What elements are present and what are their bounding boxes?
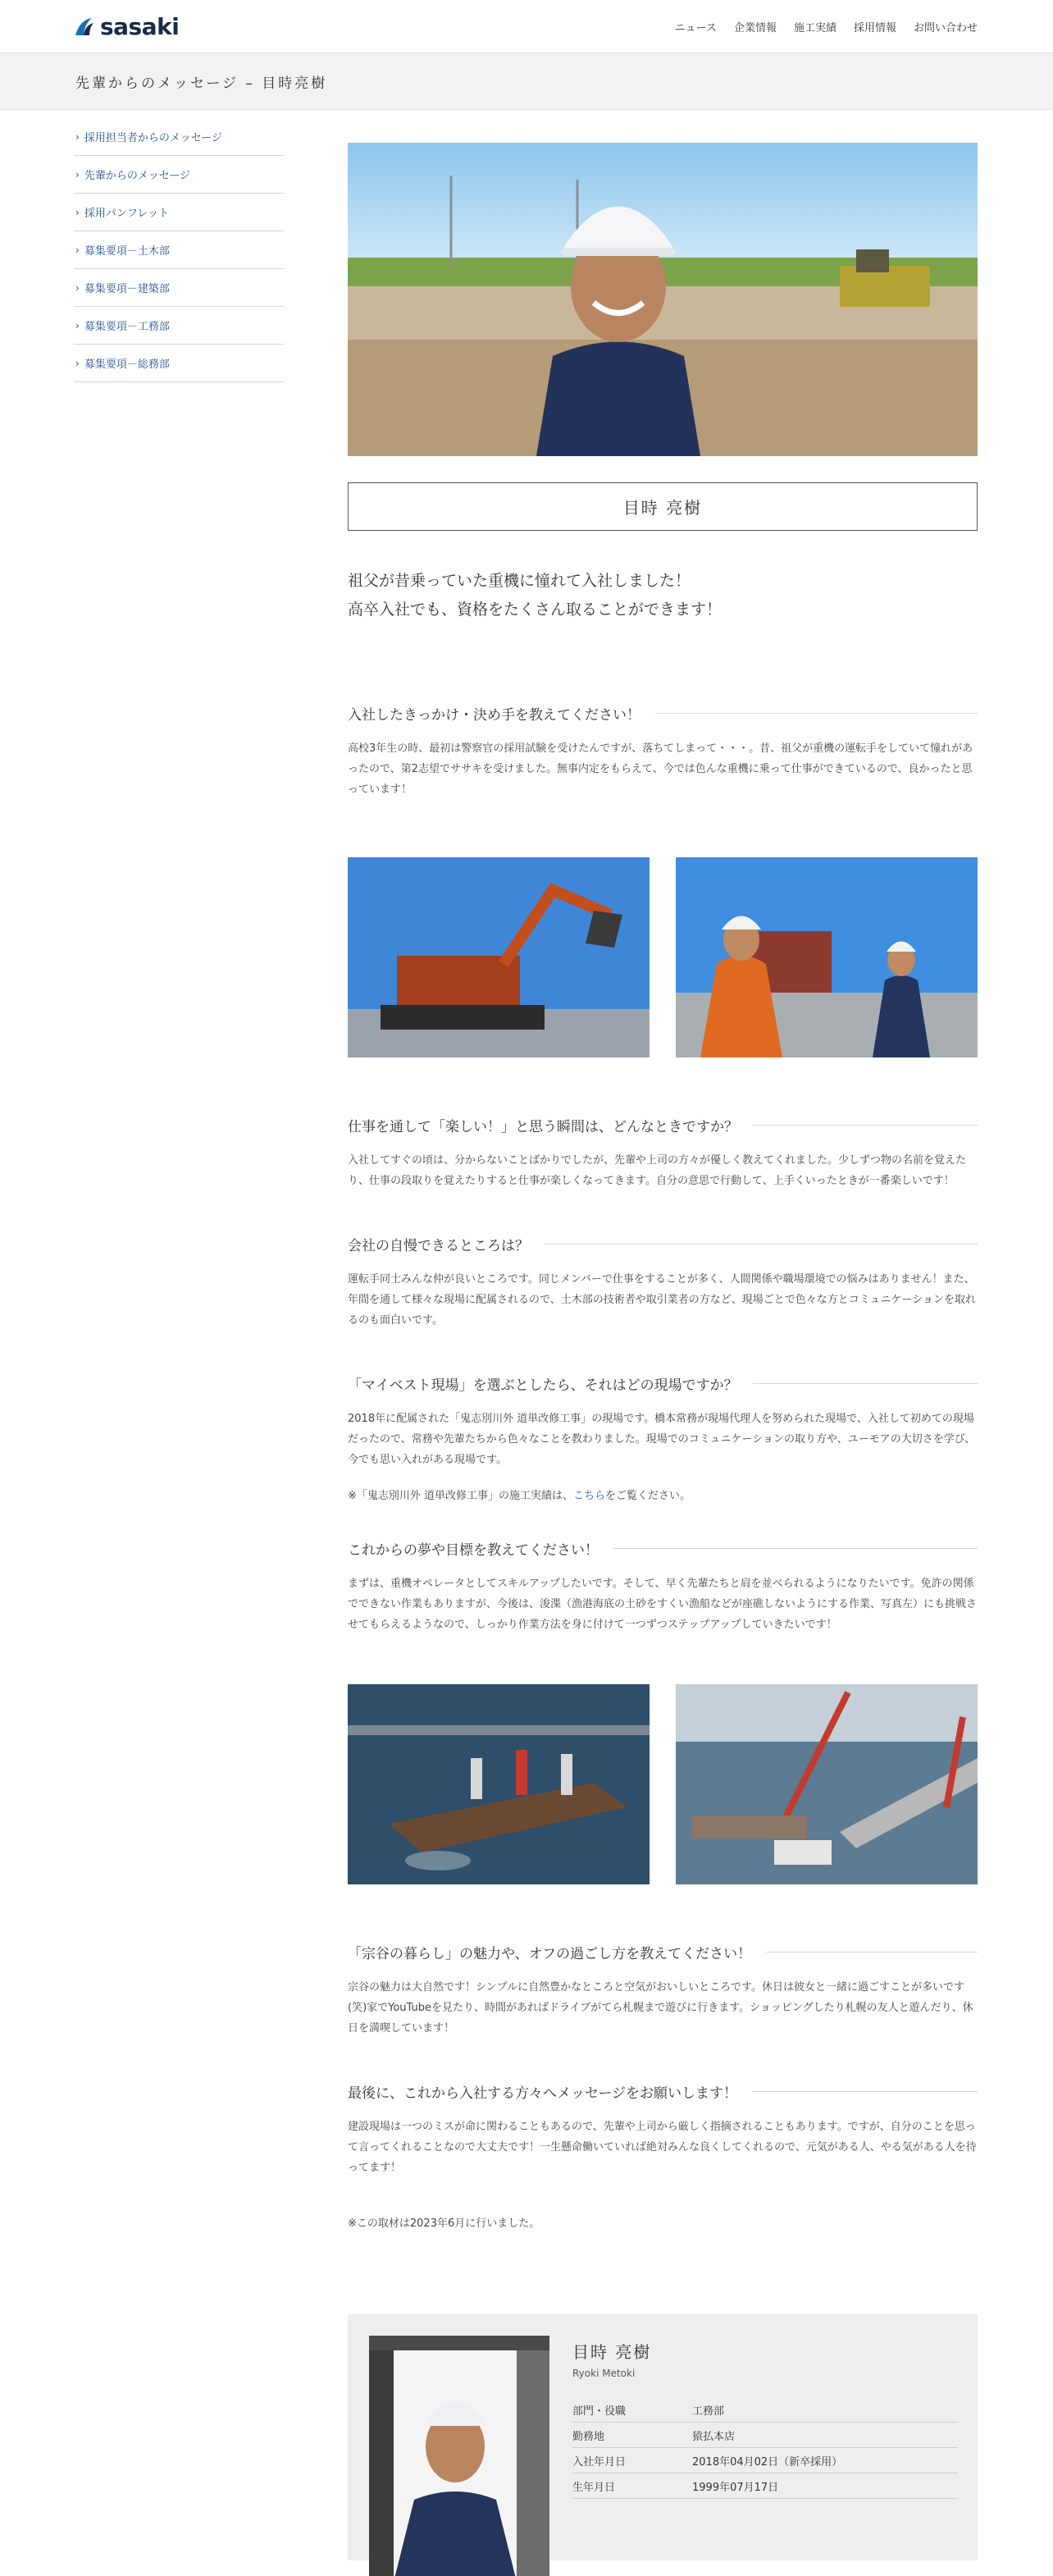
chevron-right-icon: ›: [75, 357, 80, 369]
hero-photo: [348, 143, 978, 456]
chevron-right-icon: ›: [75, 206, 80, 218]
chevron-right-icon: ›: [75, 281, 80, 294]
nav-contact[interactable]: お問い合わせ: [913, 21, 978, 34]
heading-rule: [753, 1125, 978, 1126]
catch-line-1: 祖父が昔乗っていた重機に憧れて入社しました！: [348, 572, 691, 590]
sidebar-item-construction[interactable]: [74, 307, 284, 345]
question-heading: [348, 1942, 978, 1962]
profile-value: 1999年07月17日: [692, 2481, 779, 2494]
photo-pair-1: [348, 857, 978, 1057]
answer-text: まずは、重機オペレータとしてスキルアップしたいです。そして、早く先輩たちと肩を並べられるようになりたいです。免許の関係でできない作業もありますが、今後は、浚渫（漁港海底の土砂をすくい漁船などが座礁しないようにする作業、写真左）にも挑戦させてもらえるようなので、しっかり作業方法を身に付けて一つずつステップアップしていきたいです！: [348, 1578, 978, 1631]
question-text: 最後に、これから入社する方々へメッセージをお願いします！: [348, 2085, 737, 2102]
question-heading: [348, 703, 978, 724]
question-heading: [348, 1115, 978, 1135]
answer-text: 高校3年生の時、最初は警察官の採用試験を受けたんですが、落ちてしまって・・・。昔、祖父が重機の運転手をしていて憧れがあったので、第2志望でササキを受けました。無事内定をもらえて、今では色んな重機に乗って仕事ができているので、良かったと思っています！: [348, 742, 973, 796]
qa-block-1: [348, 703, 978, 800]
site-header: [0, 0, 1053, 53]
global-nav: [675, 19, 978, 34]
chevron-right-icon: ›: [75, 130, 80, 143]
chevron-right-icon: ›: [75, 319, 80, 331]
crane-barge-photo: [676, 1684, 978, 1884]
nav-news[interactable]: ニュース: [674, 21, 717, 34]
sidebar-item-general-affairs[interactable]: [74, 345, 284, 382]
answer-text: 運転手同士みんな仲が良いところです。同じメンバーで仕事をすることが多く、人間関係や職場環境での悩みはありません！また、年間を通して様々な現場に配属されるので、土木部の技術者や取引業者の方など、現場ごとで色々な方とコミュニケーションを取れるのも面白いです。: [348, 1273, 976, 1327]
qa-block-6: [348, 1942, 978, 2039]
sidebar-item-label: 採用パンフレット: [84, 208, 170, 220]
sidebar-item-senior-message[interactable]: [74, 156, 284, 194]
interview-date-note: ※この取材は2023年6月に行いました。: [348, 2217, 540, 2230]
profile-value: 2018年04月02日（新卒採用）: [692, 2455, 843, 2469]
nav-company[interactable]: 企業情報: [733, 21, 777, 34]
sidebar-item-architecture[interactable]: [74, 269, 284, 307]
qa-block-3: [348, 1234, 978, 1331]
qa-block-5: [348, 1538, 978, 1635]
question-text: 仕事を通して「楽しい！」と思う瞬間は、どんなときですか？: [348, 1119, 738, 1135]
sidebar-item-label: 先輩からのメッセージ: [84, 170, 191, 182]
sidebar-item-civil[interactable]: [74, 231, 284, 269]
page-title: 先輩からのメッセージ – 目時亮樹: [75, 75, 328, 92]
question-heading: [348, 2081, 978, 2102]
qa-block-2: [348, 1115, 978, 1191]
qa-block-7: [348, 2081, 978, 2178]
profile-key: 入社年月日: [572, 2455, 627, 2469]
logo-text: sasaki: [100, 12, 180, 40]
profile-info: [572, 2339, 958, 2499]
catchphrase: [348, 567, 978, 624]
page-title-band: [0, 53, 1053, 110]
sidebar-item-pamphlet[interactable]: [74, 194, 284, 231]
heading-rule: [544, 1244, 978, 1245]
profile-row: [572, 2423, 958, 2448]
heading-rule: [753, 1383, 978, 1384]
note-prefix: ※「鬼志別川外 道単改修工事」の施工実績は、: [348, 1490, 574, 1502]
question-heading: [348, 1538, 978, 1559]
dredging-photo: [348, 1684, 650, 1884]
qa-block-4: [348, 1373, 978, 1502]
logo-wave-icon: [74, 16, 95, 37]
chevron-right-icon: ›: [75, 244, 80, 256]
chevron-right-icon: ›: [75, 168, 80, 180]
question-text: これからの夢や目標を教えてください！: [348, 1542, 599, 1559]
logo[interactable]: [74, 13, 179, 40]
profile-photo: [369, 2336, 549, 2576]
answer-text: 宗谷の魅力は大自然です！シンプルに自然豊かなところと空気がおいしいところです。休日は彼女と一緒に過ごすことが多いです(笑)家でYouTubeを見たり、時間があればドライブがてら札幌まで遊びに行きます。ショッピングしたり札幌の友人と遊んだり、休日を満喫しています！: [348, 1981, 973, 2035]
nav-recruit[interactable]: 採用情報: [853, 21, 896, 34]
sidebar-item-label: 募集要項－土木部: [84, 245, 170, 258]
workers-photo: [676, 857, 978, 1057]
answer-text: 入社してすぐの頃は、分からないことばかりでしたが、先輩や上司の方々が優しく教えてくれました。少しずつ物の名前を覚えたり、仕事の段取りを覚えたりすると仕事が楽しくなってきます。自分の意思で行動して、上手くいったときが一番楽しいです！: [348, 1154, 967, 1187]
heading-rule: [655, 713, 978, 714]
nav-works[interactable]: 施工実績: [793, 21, 836, 34]
sidebar-item-recruiter-message[interactable]: [74, 118, 284, 156]
sidebar-item-label: 募集要項－総務部: [84, 359, 170, 371]
photo-pair-2: [348, 1684, 978, 1884]
profile-key: 部門・役職: [572, 2405, 627, 2418]
profile-name-en: Ryoki Metoki: [572, 2368, 636, 2379]
profile-key: 勤務地: [572, 2430, 605, 2443]
answer-text: 建設現場は一つのミスが命に関わることもあるので、先輩や上司から厳しく指摘されることもあります。ですが、自分のことを思って言ってくれることなので大丈夫です！一生懸命働いていれば絶対みんな良くしてくれるので、元気がある人、やる気がある人を待ってます！: [348, 2121, 977, 2174]
name-box: 目時 亮樹: [348, 482, 978, 531]
profile-value: 猿払本店: [692, 2430, 736, 2443]
profile-row: [572, 2397, 958, 2423]
question-text: 「マイベスト現場」を選ぶとしたら、それはどの現場ですか？: [348, 1377, 738, 1394]
profile-row: [572, 2473, 958, 2499]
works-note: [348, 1487, 978, 1502]
question-text: 会社の自慢できるところは？: [348, 1238, 529, 1254]
profile-name: 目時 亮樹: [572, 2342, 652, 2362]
question-heading: [348, 1373, 978, 1394]
excavator-photo: [348, 857, 650, 1057]
main-content: [348, 143, 978, 2560]
heading-rule: [752, 2091, 978, 2092]
profile-card: [348, 2314, 978, 2560]
profile-key: 生年月日: [572, 2481, 616, 2494]
profile-row: [572, 2448, 958, 2473]
works-link[interactable]: こちら: [573, 1490, 606, 1502]
profile-table: [572, 2397, 958, 2499]
sidebar-item-label: 募集要項－工務部: [84, 321, 170, 333]
answer-text: 2018年に配属された「鬼志別川外 道単改修工事」の現場です。橋本常務が現場代理人を努められた現場で、入社して初めての現場だったので、常務や先輩たちから色々なことを教わりました。現場でのコミュニケーションの取り方や、ユーモアの大切さを学び、今でも思い入れがある現場です。: [348, 1413, 976, 1466]
question-heading: [348, 1234, 978, 1254]
sidebar-item-label: 募集要項－建築部: [84, 283, 170, 295]
note-suffix: をご覧ください。: [605, 1490, 691, 1502]
sidebar-item-label: 採用担当者からのメッセージ: [84, 132, 223, 144]
catch-line-2: 高卒入社でも、資格をたくさん取ることができます！: [348, 601, 723, 619]
profile-value: 工務部: [692, 2405, 725, 2418]
sidebar: [74, 118, 284, 382]
question-text: 「宗谷の暮らし」の魅力や、オフの過ごし方を教えてください！: [348, 1946, 752, 1962]
heading-rule: [613, 1548, 978, 1549]
question-text: 入社したきっかけ・決め手を教えてください！: [348, 707, 640, 724]
heading-rule: [766, 1952, 978, 1953]
